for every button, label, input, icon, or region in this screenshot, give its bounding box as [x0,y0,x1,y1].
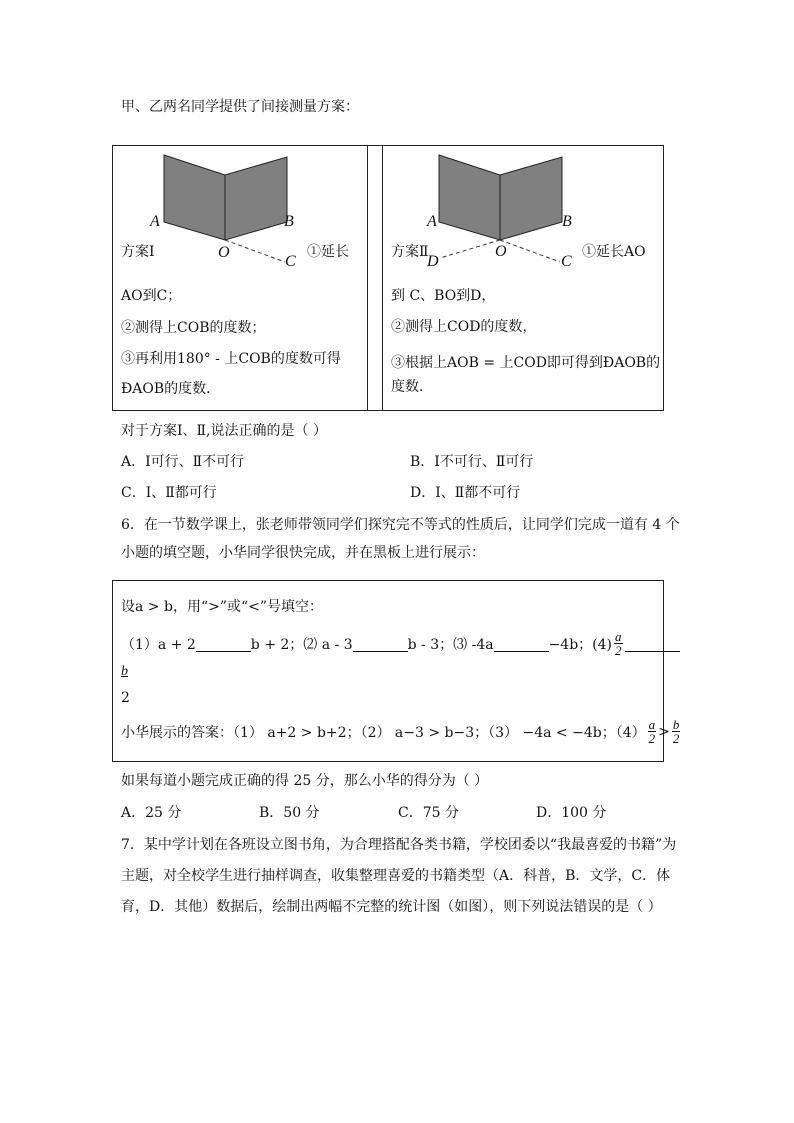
q6-orphan-b: b [121,664,128,679]
q6-fraction-a-over-2 [614,630,623,657]
q6-frac-den: 2 [615,643,622,658]
q6-option-a: A．25 分 [121,805,182,821]
q6-answer-gt: > [658,723,670,740]
scheme2-step1-b: 到 C、BO到D， [391,288,496,304]
q6-answer-row [121,718,682,745]
scheme2-label-a: A [427,213,437,230]
q5-option-d: D．Ⅰ、Ⅱ都不可行 [410,485,521,501]
q6-text-line1: 6．在一节数学课上，张老师带领同学们探究完不等式的性质后，让同学们完成一道有 4 个 [121,517,680,533]
q7-text-line3: 育，D．其他）数据后，绘制出两幅不完整的统计图（如图），则下列说法错误的是（ ） [121,899,662,915]
q5-option-b: B．Ⅰ不可行、Ⅱ可行 [410,454,534,470]
scheme1-step1-a: ①延长 [307,244,349,260]
scheme2-step2: ②测得上COD的度数， [391,319,537,335]
scheme2-label-d: D [427,253,439,270]
scheme2-label-c: C [561,253,572,270]
scheme1-dash-oc [225,240,285,262]
q6-box-line1: 设a > b，用“>”或“<”号填空： [121,599,324,615]
q6-answer-frac-a-den: 2 [648,731,656,746]
scheme1-step1-b: AO到C； [121,288,182,304]
q6-answer-frac-b-den: 2 [672,731,680,746]
q6-text-line2: 小题的填空题，小华同学很快完成，并在黑板上进行展示： [121,545,485,561]
scheme2-dash-oc [500,240,560,262]
scheme-divider-right [382,145,383,411]
q7-text-line2: 主题，对全校学生进行抽样调查，收集整理喜爱的书籍类型（A．科普，B．文学，C．体 [121,868,671,884]
q7-text-line1: 7．某中学计划在各班设立图书角，为合理搭配各类书籍，学校团委以“我最喜爱的书籍”为 [121,837,677,853]
q6-answer-text: 小华展示的答案：（1） a+2 > b+2；（2） a−3 > b−3；（3） −4a < −4b；（4） [121,724,646,741]
q5-option-c: C．Ⅰ、Ⅱ都可行 [121,485,217,501]
q6-part1: （1）a + 2 [121,636,196,653]
scheme1-title: 方案Ⅰ [121,244,155,260]
q5-question: 对于方案Ⅰ、Ⅱ,说法正确的是（ ） [121,423,327,439]
scheme2-dash-od [440,240,500,258]
scheme2-title: 方案Ⅱ [391,244,429,260]
q6-option-c: C．75 分 [398,805,459,821]
scheme2-step3-b: 度数． [391,379,433,395]
scheme2-label-o: O [495,243,507,260]
scheme2-book-left-page [439,155,500,240]
scheme1-step2: ②测得上COB的度数； [121,320,266,336]
q6-blank3 [494,635,549,652]
scheme1-step3-b: ĐAOB的度数． [121,381,221,397]
scheme2-step1-a: ①延长AO [582,244,646,260]
q6-answer-frac-a-num: a [648,717,656,732]
scheme1-book-left-page [164,155,225,240]
scheme1-label-o: O [218,244,230,261]
q6-orphan-2: 2 [121,690,130,706]
q5-option-a: A．Ⅰ可行、Ⅱ不可行 [121,454,245,470]
q6-blank1 [196,635,251,652]
q6-answer-frac-b-num: b [672,717,680,732]
scheme1-book-right-page [225,157,287,240]
q6-score-question: 如果每道小题完成正确的得 25 分，那么小华的得分为（ ） [121,773,489,789]
q6-part4: −4b；(4) [548,636,613,653]
q6-option-d: D．100 分 [536,805,607,821]
scheme1-label-c: C [285,253,296,270]
scheme2-book-right-page [500,157,562,240]
scheme2-step3-a: ③根据上AOB = 上COD即可得到ĐAOB的 [391,355,661,371]
q6-part3: b - 3；⑶ -4a [407,636,494,653]
q6-part2: b + 2；⑵ a - 3 [250,636,353,653]
q6-answer-frac-a [648,718,657,745]
scheme1-step3-a: ③再利用180° - 上COB的度数可得 [121,351,341,367]
q6-option-b: B．50 分 [259,805,320,821]
scheme1-label-b: B [284,213,294,230]
q6-answer-frac-b [672,718,681,745]
scheme1-label-a: A [150,213,160,230]
intro-text: 甲、乙两名同学提供了间接测量方案： [121,99,359,115]
scheme2-label-b: B [562,213,572,230]
q6-blank2 [353,635,408,652]
q6-frac-num: a [615,629,622,644]
q6-problem-row [121,630,680,657]
scheme-divider-left [367,145,368,411]
q6-blank4 [625,635,680,652]
